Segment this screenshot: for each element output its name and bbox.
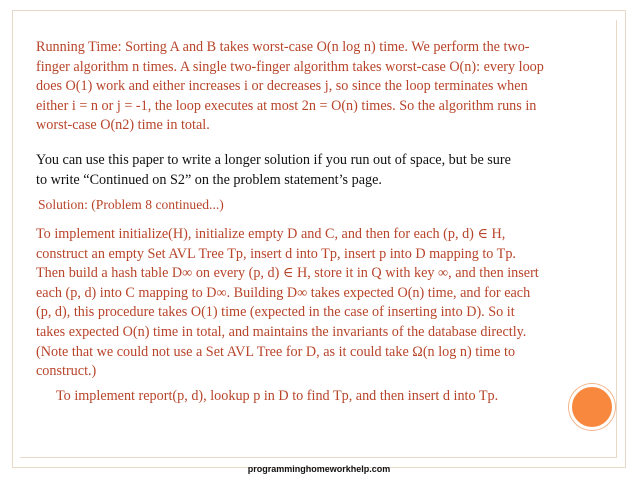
paper-note-line: You can use this paper to write a longer solution if you run out of space, but be sure bbox=[36, 152, 511, 168]
running-time-line: either i = n or j = -1, the loop executes at most 2n = O(n) times. So the algorithm runs in bbox=[36, 97, 537, 114]
footer-website: programminghomeworkhelp.com bbox=[247, 464, 391, 474]
paper-note-line: to write “Continued on S2” on the problem statement’s page. bbox=[36, 171, 382, 188]
running-time-line: worst-case O(n2) time in total. bbox=[36, 117, 210, 134]
solution-heading: Solution: (Problem 8 continued...) bbox=[38, 197, 224, 212]
paper-note-paragraph bbox=[36, 151, 511, 190]
decorative-orange-circle bbox=[569, 384, 615, 430]
running-time-line: does O(1) work and either increases i or decreases j, so since the loop terminates when bbox=[36, 78, 528, 95]
running-time-line: Running Time: Sorting A and B takes worst-case O(n log n) time. We perform the two- bbox=[36, 39, 530, 55]
initialize-line: (Note that we could not use a Set AVL Tree for D, as it could take Ω(n log n) time to bbox=[36, 343, 516, 360]
initialize-line: Then build a hash table D∞ on every (p, d) ∈ H, store it in Q with key ∞, and then insert bbox=[36, 265, 539, 282]
initialize-line: each (p, d) into C mapping to D∞. Building D∞ takes expected O(n) time, and for each bbox=[36, 284, 531, 301]
initialize-line: construct an empty Set AVL Tree Tp, insert d into Tp, insert p into D mapping to Tp. bbox=[36, 245, 516, 262]
initialize-paragraph bbox=[36, 225, 539, 382]
running-time-paragraph bbox=[36, 38, 544, 136]
running-time-line: finger algorithm n times. A single two-finger algorithm takes worst-case O(n): every loop bbox=[36, 58, 544, 75]
initialize-line: construct.) bbox=[36, 363, 97, 380]
report-paragraph: To implement report(p, d), lookup p in D to find Tp, and then insert d into Tp. bbox=[56, 388, 499, 404]
initialize-line: To implement initialize(H), initialize empty D and C, and then for each (p, d) ∈ H, bbox=[36, 226, 506, 242]
initialize-line: (p, d), this procedure takes O(1) time (expected in the case of inserting into D). So it bbox=[36, 304, 515, 321]
initialize-line: takes expected O(n) time in total, and maintains the invariants of the database directly. bbox=[36, 323, 527, 340]
